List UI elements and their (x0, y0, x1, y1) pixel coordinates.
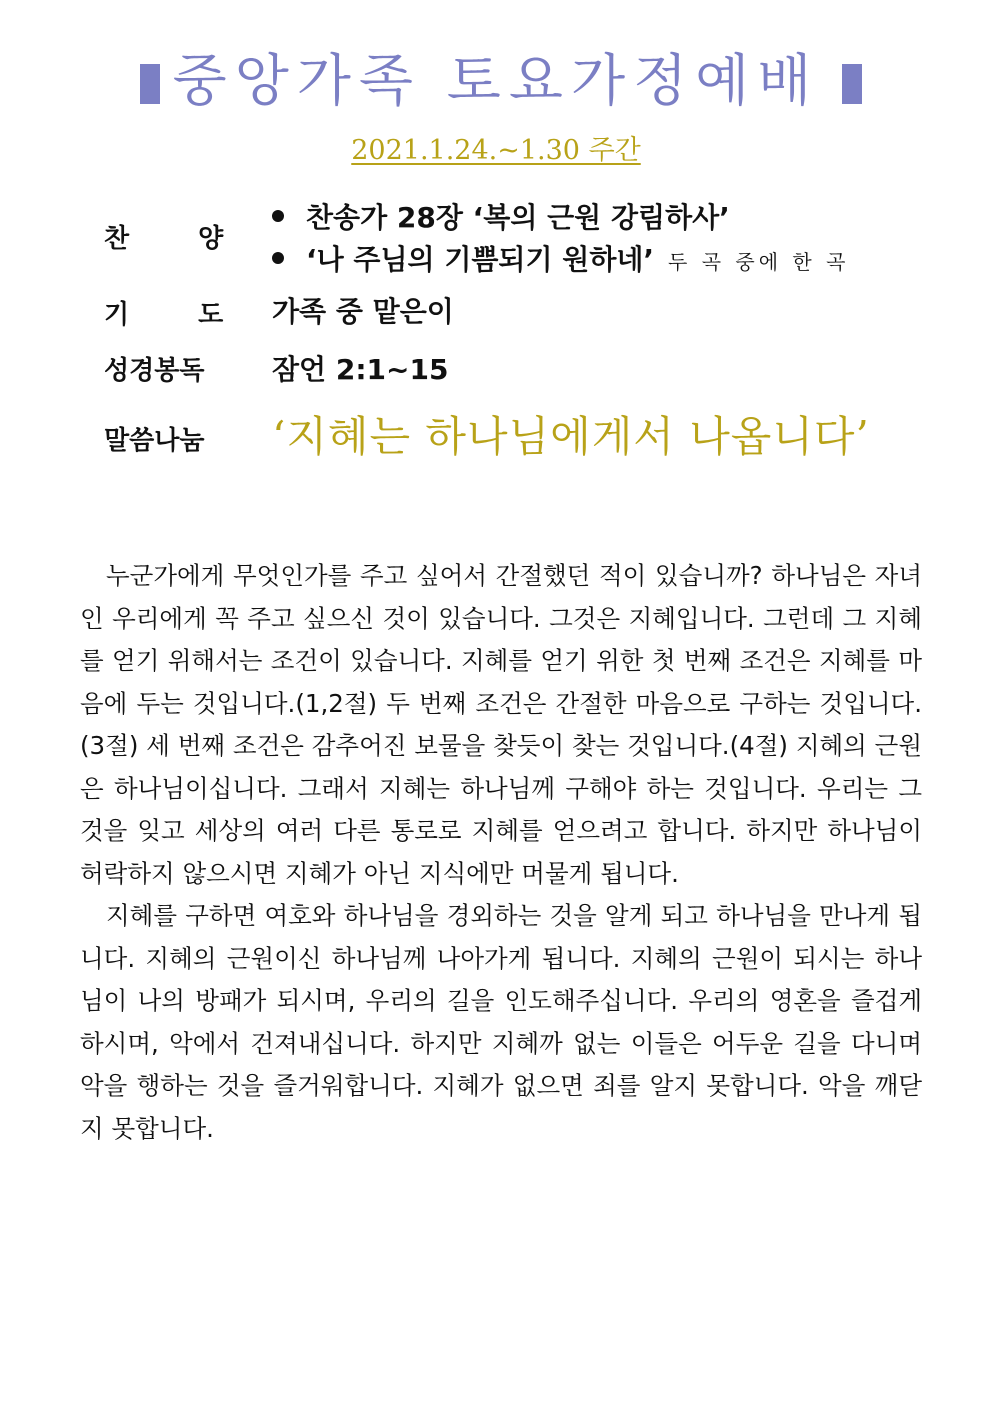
sermon-body (80, 555, 922, 1150)
bullet-icon (272, 210, 284, 222)
body-paragraph-1: 누군가에게 무엇인가를 주고 싶어서 간절했던 적이 있습니까? 하나님은 자녀인 우리에게 꼭 주고 싶으신 것이 있습니다. 그것은 지혜입니다. 그런데 그 지혜를 얻기 위해서는 조건이 있습니다. 지혜를 얻기 위한 첫 번째 조건은 지혜를 마음에 두는 것입니다.(1,2절) 두 번째 조건은 간절한 마음으로 구하는 것입니다.(3절) 세 번째 조건은 감추어진 보물을 찾듯이 찾는 것입니다.(4절) 지혜의 근원은 하나님이십니다. 그래서 지혜는 하나님께 구해야 하는 것입니다. 우리는 그것을 잊고 세상의 여러 다른 통로로 지혜를 얻으려고 합니다. 하지만 하나님이 허락하지 않으시면 지혜가 아닌 지식에만 머물게 됩니다. (80, 561, 922, 888)
body-paragraph-2: 지혜를 구하면 여호와 하나님을 경외하는 것을 알게 되고 하나님을 만나게 됩니다. 지혜의 근원이신 하나님께 나아가게 됩니다. 지혜의 근원이 되시는 하나님이 나의 방패가 되시며, 우리의 길을 인도해주십니다. 우리의 영혼을 즐겁게 하시며, 악에서 건져내십니다. 하지만 지혜까 없는 이들은 어두운 길을 다니며 악을 행하는 것을 즐거워합니다. 지혜가 없으면 죄를 알지 못합니다. 악을 깨닫지 못합니다. (80, 901, 922, 1143)
page-title: 중앙가족 토요가정예배 (172, 49, 820, 114)
praise-note: 두 곡 중에 한 곡 (668, 250, 850, 274)
sermon-title: ‘지혜는 하나님에게서 나옵니다’ (272, 412, 870, 461)
prayer-value: 가족 중 맡은이 (272, 295, 454, 328)
praise-item-2 (272, 238, 849, 278)
title-right-bar (842, 64, 862, 104)
praise-item-1 (272, 196, 730, 236)
bullet-icon (272, 252, 284, 264)
praise-item-2-text: ‘나 주님의 기쁨되기 원하네’ (306, 243, 655, 276)
reading-value: 잠언 2:1~15 (272, 353, 449, 386)
praise-item-1-text: 찬송가 28장 ‘복의 근원 강림하사’ (306, 201, 730, 234)
date-range (0, 128, 992, 167)
praise-label: 찬 양 (104, 224, 254, 254)
reading-label: 성경봉독 (104, 356, 205, 386)
sermon-label: 말씀나눔 (104, 426, 205, 456)
date-range-text: 2021.1.24.~1.30 주간 (351, 135, 641, 166)
prayer-label: 기 도 (104, 300, 254, 330)
